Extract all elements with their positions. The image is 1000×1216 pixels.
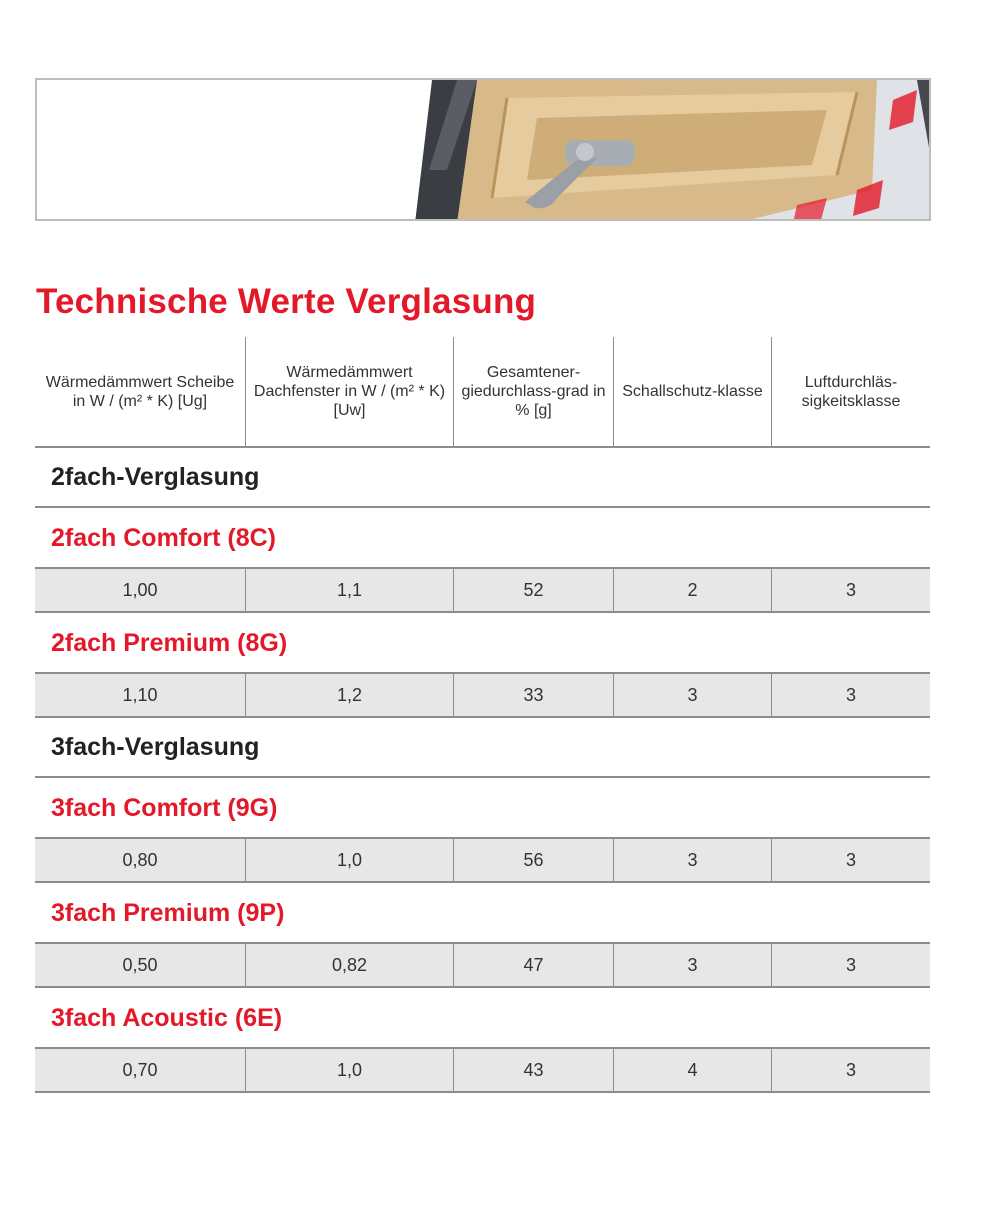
section-heading: 3fach-Verglasung: [35, 718, 930, 778]
header-uw: Wärmedämmwert Dachfenster in W / (m² * K) [Uw]: [245, 337, 453, 446]
cell-g: 43: [453, 1049, 613, 1091]
cell-g: 33: [453, 674, 613, 716]
table-row: [35, 942, 930, 988]
cell-ug: 0,50: [122, 954, 158, 975]
section-heading: 2fach-Verglasung: [35, 448, 930, 508]
header-g: Gesamtener-giedurchlass-grad in % [g]: [453, 337, 613, 446]
cell-uw: 1,0: [245, 1049, 453, 1091]
table-row: [35, 567, 930, 613]
header-sound: Schallschutz-klasse: [613, 337, 771, 446]
cell-sound: 3: [613, 944, 771, 986]
cell-ug: 0,80: [122, 849, 158, 870]
product-banner: [35, 78, 931, 221]
variant-heading: 3fach Comfort (9G): [51, 794, 278, 822]
cell-g: 47: [453, 944, 613, 986]
cell-ug: 0,70: [122, 1059, 158, 1080]
page-title: Technische Werte Verglasung: [36, 282, 537, 321]
table-row: [35, 1047, 930, 1093]
table-row: [35, 672, 930, 718]
cell-air: 3: [771, 569, 930, 611]
variant-heading: 2fach Premium (8G): [51, 629, 288, 657]
header-air: Luftdurchläs-sigkeitsklasse: [771, 337, 930, 446]
cell-sound: 4: [613, 1049, 771, 1091]
cell-uw: 1,2: [245, 674, 453, 716]
roof-window-image: [37, 80, 931, 221]
table-row: [35, 837, 930, 883]
variant-heading: 2fach Comfort (8C): [51, 524, 277, 552]
cell-air: 3: [771, 674, 930, 716]
cell-sound: 3: [613, 674, 771, 716]
cell-uw: 1,0: [245, 839, 453, 881]
cell-air: 3: [771, 944, 930, 986]
variant-heading: 3fach Premium (9P): [51, 899, 285, 927]
cell-uw: 1,1: [245, 569, 453, 611]
variant-heading: 3fach Acoustic (6E): [51, 1004, 283, 1032]
cell-g: 56: [453, 839, 613, 881]
glazing-table: [35, 337, 930, 1093]
cell-air: 3: [771, 839, 930, 881]
cell-g: 52: [453, 569, 613, 611]
cell-ug: 1,00: [122, 579, 158, 600]
cell-air: 3: [771, 1049, 930, 1091]
cell-sound: 3: [613, 839, 771, 881]
cell-ug: 1,10: [122, 684, 158, 705]
cell-sound: 2: [613, 569, 771, 611]
cell-uw: 0,82: [245, 944, 453, 986]
header-ug: Wärmedämmwert Scheibe in W / (m² * K) [Ug]: [45, 373, 235, 410]
table-header: [35, 337, 930, 448]
